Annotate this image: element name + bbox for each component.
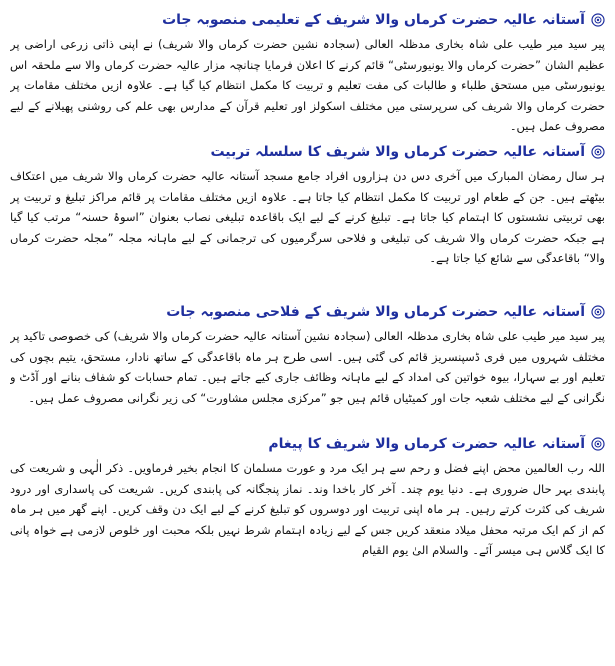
section-heading [10,300,605,324]
section-heading-text: آستانہ عالیہ حضرت کرماں والا شریف کا پیغام [268,436,585,452]
section-heading [10,432,605,456]
section-heading-text: آستانہ عالیہ حضرت کرماں والا شریف کے فلاحی منصوبہ جات [166,304,585,320]
section-heading-text: آستانہ عالیہ حضرت کرماں والا شریف کے تعلیمی منصوبہ جات [162,12,585,28]
section-message [10,432,605,582]
section-educational-projects [10,8,605,136]
sun-ornament-icon [591,145,605,159]
section-body: پیر سید میر طیب علی شاہ بخاری مدظلہ العالی (سجادہ نشین حضرت کرماں والا شریف) نے اپنی ذاتی زرعی اراضی پر عظیم الشان ”حضرت کرماں والا یونیورسٹی“ قائم کرنے کا اعلان فرمایا چنانچہ مزار عالیہ حضرت کرماں والا سے ملحقہ اس یونیورسٹی میں مستحق طلباء و طالبات کی مفت تعلیم و تربیت کا مکمل انتظام کیا گیا ہے۔ علاوہ ازیں مختلف مقامات پر حضرت کرماں والا شریف کی سرپرستی میں مختلف اسکولز اور تعلیم قرآن کے مدارس بھی علم کی روشنی پھیلانے کے لیے مصروف عمل ہیں۔ [10,37,605,133]
section-heading [10,140,605,164]
sun-ornament-icon [591,305,605,319]
section-body: اللہ رب العالمین محض اپنے فضل و رحم سے ہر ایک مرد و عورت مسلمان کا انجام بخیر فرماویں۔ ذکر الٰہی و شریعت کی پابندی بہر حال ضروری ہے۔ دنیا یوم چند۔ آخر کار باخدا وند۔ نماز پنجگانہ کی پابندی کریں۔ شریعت کی پاسداری اور درود شریف کی کثرت کرتے رہیں۔ ہر ماہ اپنی تربیت اور دوسروں کو تبلیغ کرنے کے لیے ایک دن وقف کریں۔ اپنے گھر میں ہر ماہ کم از کم ایک مرتبہ محفل میلاد منعقد کریں جس کے لیے زیادہ اہتمام شرط نہیں بلکہ محبت اور خلوص لازمی ہے خواہ پانی کا ایک گلاس ہی میسر آئے۔ والسلام الیٰ یوم القیام [10,461,605,557]
section-body: پیر سید میر طیب علی شاہ بخاری مدظلہ العالی (سجادہ نشین آستانہ عالیہ حضرت کرماں والا شریف) کی خصوصی تاکید پر مختلف شہروں میں فری ڈسپنسریز قائم کی گئی ہیں۔ اسی طرح ہر ماہ باقاعدگی کے ساتھ نادار، مستحق، یتیم بچوں کی تعلیم اور بے سہارا، بیوہ خواتین کی امداد کے لیے ماہانہ وظائف جاری کیے جاتے ہیں۔ تمام حسابات کو شفاف بنانے اور آڈٹ و نگرانی کے لیے مختلف شعبہ جات اور کمیٹیاں قائم ہیں جو ”مرکزی مجلس مشاورت“ کی زیر نگرانی مصروف عمل ہیں۔ [10,329,605,405]
sun-ornament-icon [591,13,605,27]
section-body: ہر سال رمضان المبارک میں آخری دس دن ہزاروں افراد جامع مسجد آستانہ عالیہ حضرت کرماں والا شریف میں اعتکاف بیٹھتے ہیں۔ جن کے طعام اور تربیت کا مکمل انتظام کیا جاتا ہے۔ علاوہ ازیں مختلف مقامات پر قائم مراکز تبلیغ و تربیت پر بھی تربیتی نشستوں کا اہتمام کیا جاتا ہے۔ تبلیغ کرنے کے لیے ایک باقاعدہ تبلیغی نصاب بعنوان ”اسوۂ حسنہ“ مرتب کیا گیا ہے جبکہ حضرت کرماں والا شریف کی تبلیغی و فلاحی سرگرمیوں کی ترجمانی کے لیے ماہانہ مجلہ ”مجلہ حضرت کرماں والا“ باقاعدگی سے شائع کیا جاتا ہے۔ [10,169,605,265]
section-heading-text: آستانہ عالیہ حضرت کرماں والا شریف کا سلسلہ تربیت [210,144,585,160]
section-training-program [10,140,605,296]
section-welfare-projects [10,300,605,428]
sun-ornament-icon [591,437,605,451]
section-heading [10,8,605,32]
